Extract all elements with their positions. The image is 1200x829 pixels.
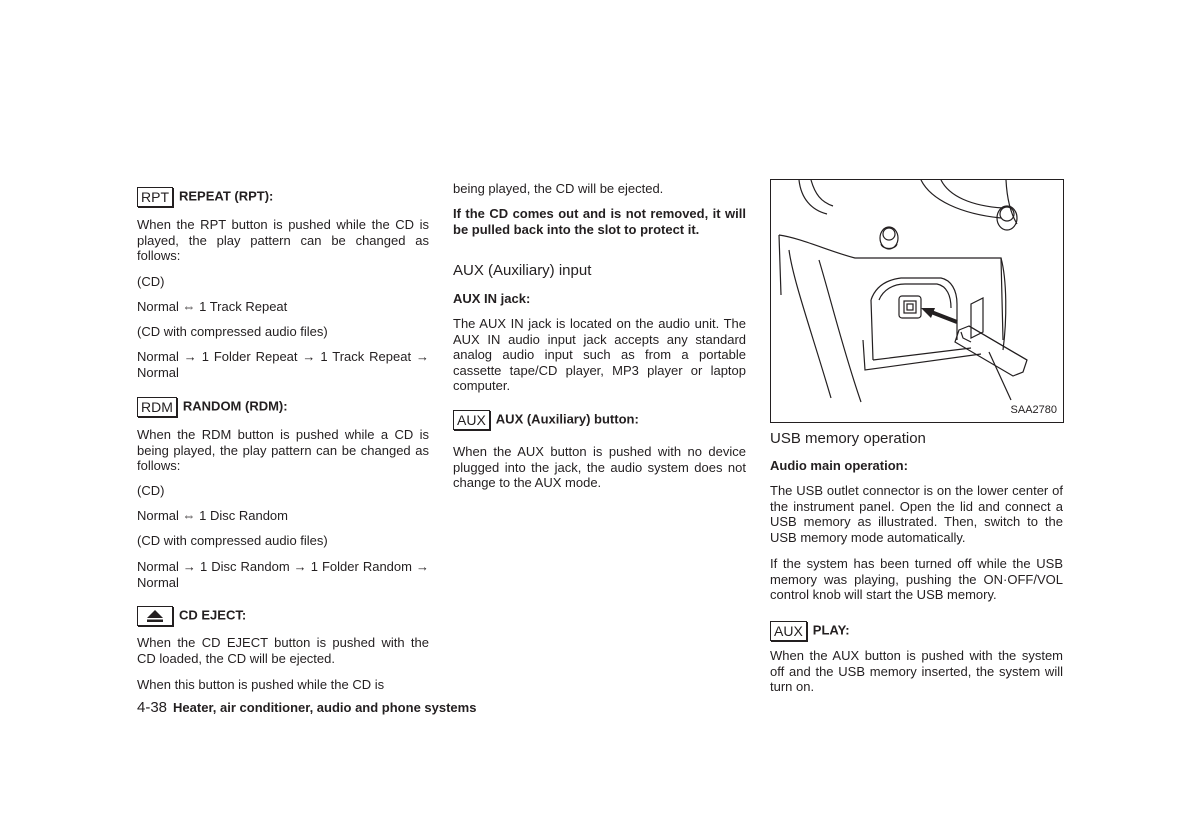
rdm-compressed-label: (CD with compressed audio files)	[137, 533, 328, 548]
eject-warning: If the CD comes out and is not removed, it will be pulled back into the slot to protect it.	[453, 206, 746, 237]
usb-port-drawing	[771, 180, 1063, 422]
eject-text-2: When this button is pushed while the CD is	[137, 677, 385, 692]
rpt-compressed-label: (CD with compressed audio files)	[137, 324, 328, 339]
rdm-button-icon: RDM	[137, 397, 177, 417]
rdm-heading-row	[137, 397, 288, 417]
rpt-heading: REPEAT (RPT):	[179, 188, 274, 204]
rpt-compressed-pattern: Normal → 1 Folder Repeat → 1 Track Repeat → Normal	[137, 349, 429, 380]
rdm-intro: When the RDM button is pushed while a CD is being played, the play pattern can be changed as follows:	[137, 427, 429, 474]
usb-section-title: USB memory operation	[770, 430, 926, 447]
play-heading-row	[770, 621, 850, 641]
usb-illustration	[770, 179, 1064, 423]
aux-jack-text: The AUX IN jack is located on the audio unit. The AUX IN audio input jack accepts any standard analog audio input such as from a portable cassette tape/CD player, MP3 player or laptop computer.	[453, 316, 746, 394]
aux-jack-heading: AUX IN jack:	[453, 291, 531, 306]
aux-section-title: AUX (Auxiliary) input	[453, 262, 592, 279]
audio-main-text-2: If the system has been turned off while the USB memory was playing, pushing the ON·OFF/VOL control knob will start the USB memory.	[770, 556, 1063, 603]
aux-button-text: When the AUX button is pushed with no device plugged into the jack, the audio system does not change to the AUX mode.	[453, 444, 746, 491]
eject-text-1: When the CD EJECT button is pushed with the CD loaded, the CD will be ejected.	[137, 635, 429, 666]
rpt-intro: When the RPT button is pushed while the CD is played, the play pattern can be changed as follows:	[137, 217, 429, 264]
eject-heading-row	[137, 606, 246, 626]
eject-heading: CD EJECT:	[179, 607, 247, 623]
rpt-cd-pattern: Normal ⇔ 1 Track Repeat	[137, 299, 288, 314]
eject-continued: being played, the CD will be ejected.	[453, 181, 664, 196]
page-footer	[137, 700, 476, 716]
aux-button-heading: AUX (Auxiliary) button:	[495, 411, 639, 427]
rdm-cd-label: (CD)	[137, 483, 165, 498]
audio-main-heading: Audio main operation:	[770, 458, 908, 473]
play-text: When the AUX button is pushed with the system off and the USB memory inserted, the system will turn on.	[770, 648, 1063, 695]
play-heading: PLAY:	[812, 622, 850, 638]
page-number: 4-38	[137, 699, 168, 716]
figure-label: SAA2780	[1010, 404, 1057, 417]
rpt-cd-label: (CD)	[137, 274, 165, 289]
rdm-cd-pattern: Normal ⇔ 1 Disc Random	[137, 508, 288, 523]
chapter-title: Heater, air conditioner, audio and phone systems	[173, 700, 477, 715]
rdm-heading: RANDOM (RDM):	[182, 398, 288, 414]
rpt-heading-row	[137, 187, 273, 207]
rdm-compressed-pattern: Normal → 1 Disc Random → 1 Folder Random → Normal	[137, 559, 429, 590]
play-aux-icon: AUX	[770, 621, 807, 641]
audio-main-text-1: The USB outlet connector is on the lower center of the instrument panel. Open the lid and connect a USB memory as illustrated. Then, switch to the USB memory mode automatically.	[770, 483, 1063, 545]
rpt-button-icon: RPT	[137, 187, 173, 207]
aux-button-icon: AUX	[453, 410, 490, 430]
aux-button-heading-row	[453, 410, 639, 430]
eject-icon	[137, 606, 173, 626]
